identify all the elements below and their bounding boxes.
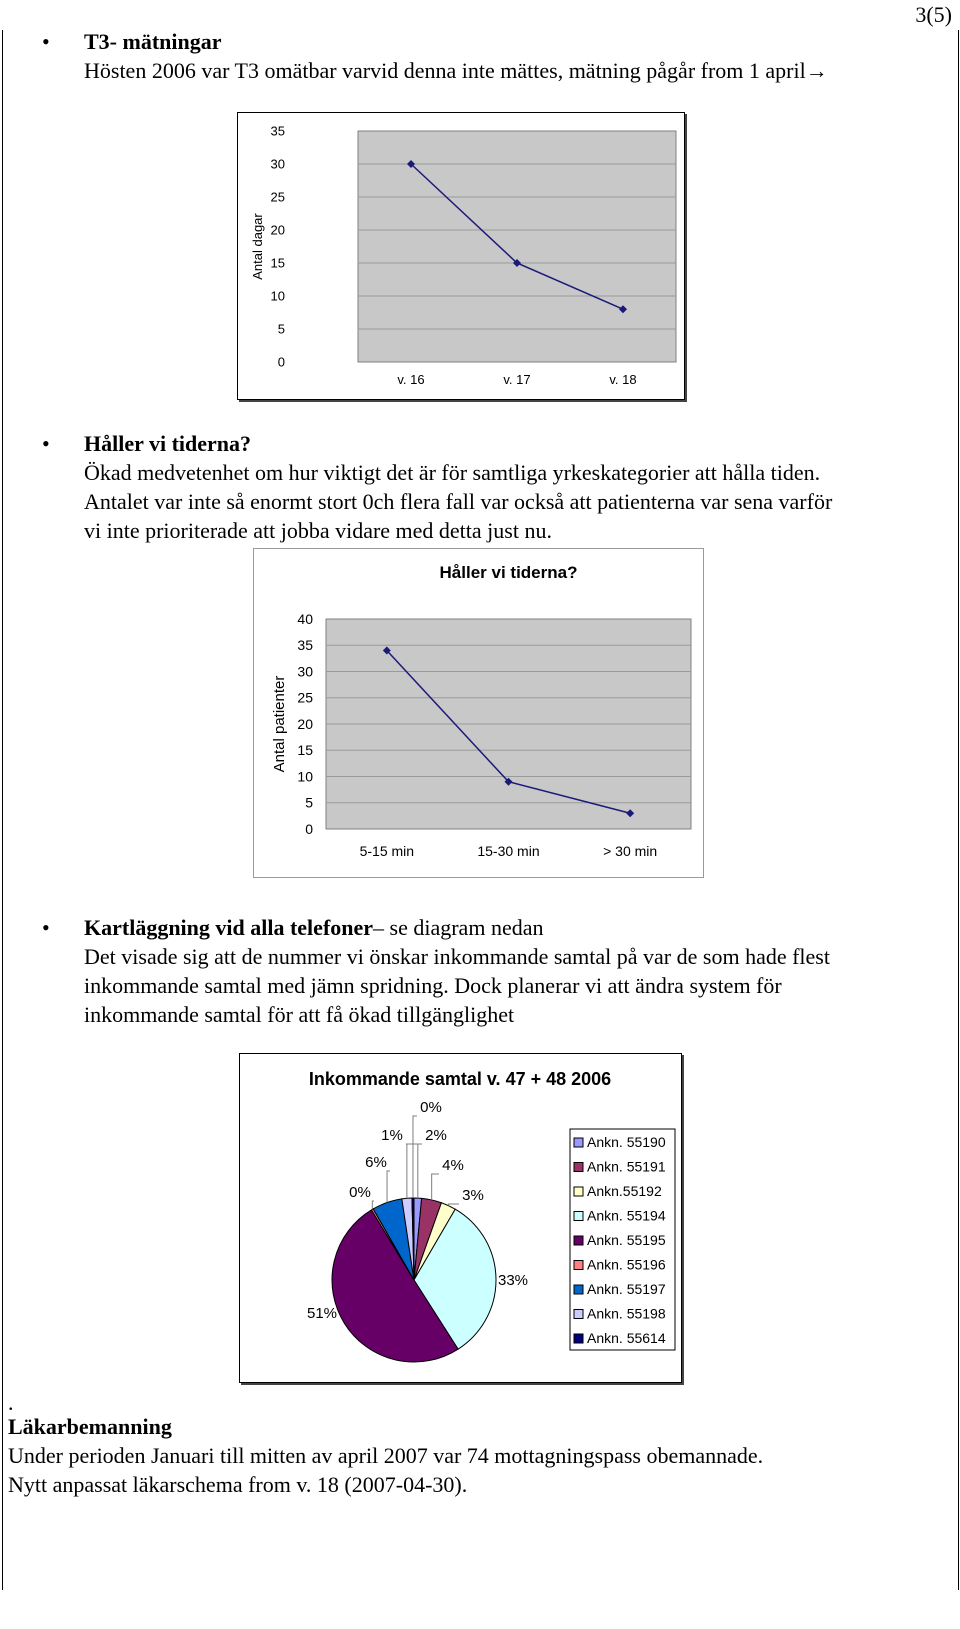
bullet-icon: •: [42, 915, 50, 940]
section-kartlaggning-line: inkommande samtal för att få ökad tillgänglighet: [84, 1002, 515, 1027]
legend-label: Ankn. 55195: [587, 1232, 666, 1248]
y-axis-label: Antal dagar: [250, 213, 265, 280]
pie-label: 51%: [306, 1305, 338, 1322]
leader-line: [387, 1171, 390, 1203]
chart-title: Håller vi tiderna?: [439, 563, 578, 582]
chart-inkommande-samtal-svg: [240, 1054, 681, 1382]
legend-swatch: [574, 1187, 583, 1196]
x-tick-label: v. 16: [397, 372, 425, 387]
y-tick-label: 40: [297, 610, 313, 627]
bullet-icon: •: [42, 29, 50, 54]
section-lakarbemanning: [8, 1412, 948, 1499]
y-tick-label: 35: [297, 637, 313, 654]
chart-antal-patienter: [253, 548, 704, 878]
pie-label: 0%: [349, 1184, 371, 1201]
y-tick-label: 25: [297, 689, 313, 706]
legend-swatch: [574, 1334, 583, 1343]
section-kartlaggning-line: inkommande samtal med jämn spridning. Dock planerar vi att ändra system för: [84, 973, 782, 998]
x-tick-label: > 30 min: [603, 843, 658, 859]
y-tick-label: 0: [277, 354, 285, 370]
page-number: 3(5): [915, 2, 952, 27]
legend-label: Ankn. 55196: [587, 1256, 666, 1273]
y-tick-label: 0: [305, 820, 313, 837]
section-lakarbemanning-heading: Läkarbemanning: [8, 1414, 172, 1439]
section-t3-text: Hösten 2006 var T3 omätbar varvid denna inte mättes, mätning pågår from 1 april→: [84, 58, 828, 83]
chart-inkommande-samtal: [239, 1053, 682, 1383]
legend-label: Ankn. 55197: [587, 1281, 666, 1297]
legend-label: Ankn. 55191: [587, 1158, 666, 1175]
section-kartlaggning-line: Det visade sig att de nummer vi önskar inkommande samtal på var de som hade flest: [84, 944, 830, 969]
section-haller-heading: Håller vi tiderna?: [84, 431, 252, 456]
legend-label: Ankn.55192: [587, 1183, 662, 1199]
y-tick-label: 15: [270, 255, 285, 271]
pie-label: 4%: [442, 1157, 464, 1174]
section-lakarbemanning-line: Nytt anpassat läkarschema from v. 18 (2007-04-30).: [8, 1472, 468, 1497]
section-lakarbemanning-line: Under perioden Januari till mitten av april 2007 var 74 mottagningspass obemannade.: [8, 1443, 764, 1468]
legend-swatch: [574, 1261, 583, 1270]
section-kartlaggning-heading: Kartläggning vid alla telefoner: [84, 915, 374, 940]
y-tick-label: 15: [297, 742, 313, 759]
section-haller-line: Antalet var inte så enormt stort 0ch flera fall var också att patienterna var sena varför: [84, 489, 833, 514]
chart-antal-dagar-svg: [238, 113, 684, 399]
page-border-left: [2, 30, 3, 1590]
y-tick-label: 20: [297, 715, 313, 732]
legend-swatch: [574, 1138, 583, 1147]
leader-line: [407, 1144, 422, 1198]
chart-antal-dagar: [237, 112, 685, 400]
x-tick-label: v. 17: [503, 372, 531, 387]
y-tick-label: 5: [305, 794, 313, 811]
legend-label: Ankn. 55194: [587, 1207, 666, 1224]
section-haller-line: Ökad medvetenhet om hur viktigt det är för samtliga yrkeskategorier att hålla tiden.: [84, 460, 821, 485]
legend-swatch: [574, 1236, 583, 1245]
section-haller-line: vi inte prioriterade att jobba vidare med detta just nu.: [84, 518, 552, 543]
bullet-icon: •: [42, 431, 50, 456]
page-border-right: [958, 30, 959, 1590]
section-t3: [42, 27, 942, 87]
pie-label: 1%: [381, 1127, 403, 1144]
x-tick-label: 5-15 min: [359, 843, 415, 859]
pie-label: 0%: [420, 1099, 442, 1116]
chart-antal-patienter-svg: [254, 549, 703, 877]
y-tick-label: 20: [270, 222, 285, 238]
section-kartlaggning-heading-line: [84, 913, 944, 942]
dot-mark: .: [8, 1390, 14, 1415]
y-tick-label: 10: [297, 768, 313, 785]
x-tick-label: v. 18: [609, 372, 637, 387]
y-tick-label: 30: [297, 663, 313, 680]
legend-label: Ankn. 55614: [587, 1330, 666, 1346]
y-tick-label: 10: [270, 288, 285, 304]
leader-line: [413, 1116, 417, 1198]
section-t3-heading: T3- mätningar: [84, 29, 222, 54]
plot-area: [358, 131, 676, 362]
legend-swatch: [574, 1310, 583, 1319]
legend-label: Ankn. 55190: [587, 1134, 666, 1150]
pie-label: 3%: [462, 1187, 484, 1204]
legend-swatch: [574, 1212, 583, 1221]
section-kartlaggning-heading-suffix: – se diagram nedan: [373, 915, 544, 940]
pie-label: 2%: [425, 1127, 447, 1144]
section-kartlaggning: [42, 913, 942, 1033]
y-tick-label: 30: [270, 156, 285, 172]
leader-line: [406, 1144, 418, 1198]
chart-title: Inkommande samtal v. 47 + 48 2006: [308, 1069, 612, 1089]
legend-label: Ankn. 55198: [587, 1305, 666, 1322]
leader-line: [448, 1204, 459, 1206]
legend-swatch: [574, 1285, 583, 1294]
pie-label: 33%: [497, 1272, 529, 1289]
leader-line: [432, 1174, 439, 1200]
y-tick-label: 25: [270, 189, 285, 205]
y-axis-label: Antal patienter: [271, 675, 288, 773]
y-tick-label: 35: [270, 123, 285, 139]
arrow-right-icon: →: [805, 58, 828, 83]
legend-swatch: [574, 1163, 583, 1172]
pie-label: 6%: [365, 1154, 387, 1171]
section-haller: [42, 429, 942, 549]
x-tick-label: 15-30 min: [477, 843, 540, 859]
y-tick-label: 5: [277, 321, 285, 337]
